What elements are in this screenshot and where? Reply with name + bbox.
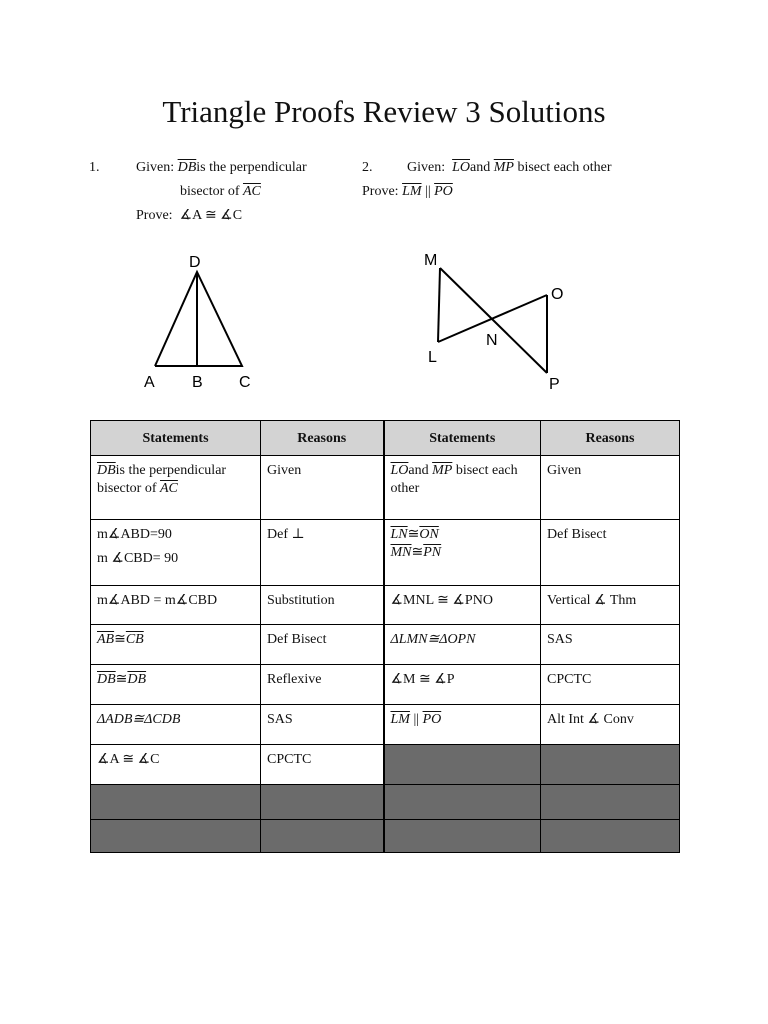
congruent-symbol: ≅ [407, 527, 420, 542]
header-statements-2: Statements [384, 421, 541, 456]
given-label: Given: [407, 160, 446, 175]
proof2-reason-2: Def Bisect [541, 520, 680, 586]
label-b: B [192, 374, 203, 391]
prove-label: Prove: [136, 208, 173, 223]
segment-ac: $\overline{AC}$ [242, 184, 261, 199]
table-row [91, 820, 680, 853]
proof2-reason-5: CPCTC [541, 665, 680, 705]
segment: $\overline{DB}$ [127, 672, 147, 687]
problem-2-prove [362, 183, 453, 201]
proof2-statement-5: ∡M ≅ ∡P [384, 665, 541, 705]
empty-cell [91, 820, 261, 853]
triangle-adc [155, 272, 242, 366]
segment: $\overline{DB}$ [97, 463, 116, 478]
proof2-statement-6 [384, 705, 541, 745]
empty-cell [384, 745, 541, 785]
header-reasons-1: Reasons [261, 421, 384, 456]
proof2-statement-3: ∡MNL ≅ ∡PNO [384, 586, 541, 625]
label-p: P [549, 376, 560, 393]
label-c: C [239, 374, 251, 391]
empty-cell [384, 820, 541, 853]
label-a: A [144, 374, 155, 391]
proof2-reason-1: Given [541, 456, 680, 520]
label-d: D [189, 254, 201, 271]
segment-db: $\overline{DB}$ [177, 160, 197, 175]
problem-1-given [136, 159, 307, 177]
prove-text: ∡A ≅ ∡C [179, 208, 243, 223]
empty-cell [541, 785, 680, 820]
empty-cell [384, 785, 541, 820]
table-row [91, 520, 680, 586]
proof1-statement-6: ΔADB≅ΔCDB [91, 705, 261, 745]
segment-mp-line [440, 268, 547, 373]
segment: $\overline{ON}$ [419, 527, 439, 542]
statement-line: m ∡CBD= 90 [97, 551, 179, 566]
proof1-reason-7: CPCTC [261, 745, 384, 785]
segment: $\overline{CB}$ [125, 632, 144, 647]
statement-line [391, 544, 535, 562]
page-title: Triangle Proofs Review 3 Solutions [162, 94, 606, 129]
given-text-2: bisector of [180, 184, 240, 199]
given-text: bisect each other [517, 160, 612, 175]
header-statements-1: Statements [91, 421, 261, 456]
table-row [91, 705, 680, 745]
problem-1-prove [136, 207, 242, 225]
proof1-reason-2: Def ⊥ [261, 520, 384, 586]
segment-mp: $\overline{MP}$ [493, 160, 514, 175]
segment: $\overline{LN}$ [390, 527, 408, 542]
segment: $\overline{MN}$ [390, 545, 412, 560]
header-reasons-2: Reasons [541, 421, 680, 456]
problem-2-given [407, 159, 612, 177]
table-row [91, 745, 680, 785]
table-row [91, 586, 680, 625]
problem-1-given-line2 [180, 183, 261, 201]
proof2-statement-4: ΔLMN≅ΔOPN [384, 625, 541, 665]
proof1-statement-3: m∡ABD = m∡CBD [91, 586, 261, 625]
triangle-diagram-1 [135, 250, 265, 395]
proof2-reason-4: SAS [541, 625, 680, 665]
proof1-statement-2 [91, 520, 261, 586]
proof1-statement-5 [91, 665, 261, 705]
label-m: M [424, 252, 438, 269]
empty-cell [261, 785, 384, 820]
table-header-row [91, 421, 680, 456]
empty-cell [91, 785, 261, 820]
proof2-reason-6: Alt Int ∡ Conv [541, 705, 680, 745]
proof-table [90, 420, 680, 853]
proof2-reason-3: Vertical ∡ Thm [541, 586, 680, 625]
proof2-statement-1 [384, 456, 541, 520]
parallel-symbol: || [425, 184, 431, 199]
segment: $\overline{PO}$ [422, 712, 442, 727]
label-o: O [551, 286, 564, 303]
and-text: and [470, 160, 491, 175]
segment: $\overline{LM}$ [390, 712, 410, 727]
segment-lo: $\overline{LO}$ [452, 160, 471, 175]
congruent-symbol: ≅ [114, 632, 126, 647]
parallel-symbol: || [413, 712, 420, 727]
segment-lm-line [438, 268, 440, 342]
table-row [91, 456, 680, 520]
segment: $\overline{AB}$ [97, 632, 115, 647]
statement-line: m∡ABD=90 [97, 527, 172, 542]
proof1-statement-7: ∡A ≅ ∡C [91, 745, 261, 785]
proof1-reason-4: Def Bisect [261, 625, 384, 665]
proof2-statement-2 [384, 520, 541, 586]
problem-1-number: 1. [89, 160, 100, 175]
congruent-symbol: ≅ [115, 672, 128, 687]
empty-cell [261, 820, 384, 853]
problem-2-number: 2. [362, 160, 373, 175]
segment: $\overline{MP}$ [432, 463, 453, 478]
segment-po: $\overline{PO}$ [434, 184, 453, 199]
empty-cell [541, 820, 680, 853]
given-text: is the perpendicular [196, 160, 307, 175]
table-row [91, 785, 680, 820]
statement-text: bisect each other [390, 463, 518, 496]
given-label: Given: [136, 160, 175, 175]
label-n: N [486, 332, 498, 349]
proof1-reason-5: Reflexive [261, 665, 384, 705]
segment: $\overline{DB}$ [97, 672, 116, 687]
segment-lm: $\overline{LM}$ [402, 184, 422, 199]
table-row [91, 665, 680, 705]
table-row [91, 625, 680, 665]
statement-text: is the perpendicular bisector of [97, 463, 227, 496]
segment: $\overline{LO}$ [390, 463, 409, 478]
segment: $\overline{AC}$ [159, 481, 178, 496]
proof1-reason-3: Substitution [261, 586, 384, 625]
empty-cell [541, 745, 680, 785]
proof1-statement-4 [91, 625, 261, 665]
label-l: L [428, 349, 437, 366]
bowtie-diagram-2 [418, 245, 578, 395]
statement-line [391, 526, 535, 544]
proof1-reason-1: Given [261, 456, 384, 520]
statement-text: and [408, 463, 429, 478]
proof1-statement-1 [91, 456, 261, 520]
prove-label: Prove: [362, 184, 399, 199]
segment: $\overline{PN}$ [423, 545, 442, 560]
proof1-reason-6: SAS [261, 705, 384, 745]
congruent-symbol: ≅ [411, 545, 424, 560]
